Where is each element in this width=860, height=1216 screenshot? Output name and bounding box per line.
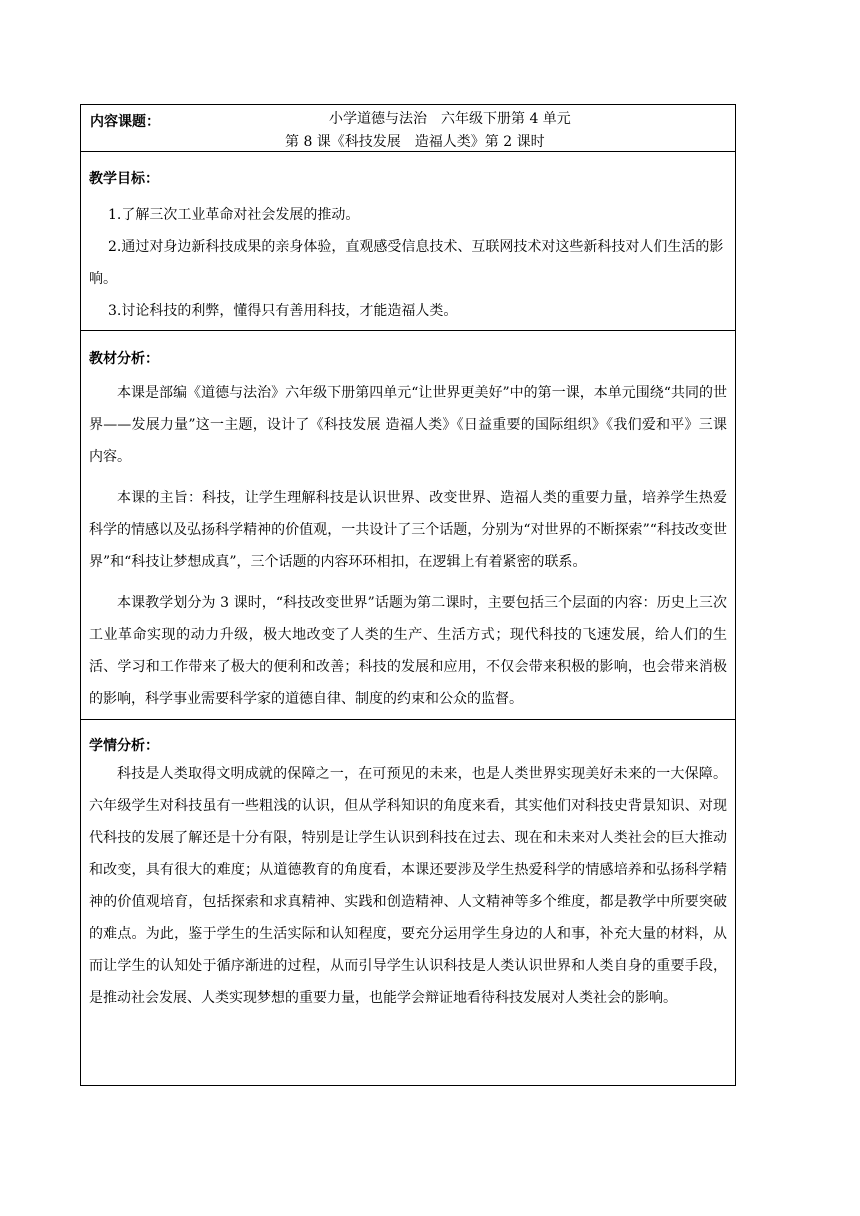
topic-subject-line: 小学道德与法治 六年级下册第 4 单元 (329, 111, 571, 127)
materials-section (81, 331, 735, 720)
goal-item: 2.通过对身边新科技成果的亲身体验，直观感受信息技术、互联网技术对这些新科技对人们生活的影响。 (89, 239, 724, 287)
goals-section (81, 152, 735, 331)
materials-paragraph: 本课教学划分为 3 课时，“科技改变世界”话题为第二课时，主要包括三个层面的内容：历史上三次工业革命实现的动力升级，极大地改变了人类的生产、生活方式；现代科技的飞速发展，给人们的生活、学习和工作带来了极大的便利和改善；科技的发展和应用，不仅会带来积极的影响，也会带来消极的影响，科学事业需要科学家的道德自律、制度的约束和公众的监督。 (89, 595, 727, 707)
topic-row (81, 105, 735, 152)
materials-paragraph: 本课的主旨：科技，让学生理解科技是认识世界、改变世界、造福人类的重要力量，培养学生热爱科学的情感以及弘扬科学精神的价值观，一共设计了三个话题，分别为“对世界的不断探索”“科技改变世界”和“科技让梦想成真”，三个话题的内容环环相扣，在逻辑上有着紧密的联系。 (89, 490, 727, 570)
materials-paragraph: 本课是部编《道德与法治》六年级下册第四单元“让世界更美好”中的第一课，本单元围绕“共同的世界——发展力量”这一主题，设计了《科技发展 造福人类》《日益重要的国际组织》《我们爱和平》三课内容。 (89, 385, 727, 465)
goal-item: 3.讨论科技的利弊，懂得只有善用科技，才能造福人类。 (108, 303, 458, 319)
topic-heading: 内容课题： (90, 114, 160, 130)
goals-heading: 教学目标： (89, 171, 159, 187)
lesson-plan-table (80, 104, 736, 1086)
topic-lesson-line: 第 8 课《科技发展 造福人类》第 2 课时 (285, 134, 545, 150)
students-paragraph: 科技是人类取得文明成就的保障之一，在可预见的未来，也是人类世界实现美好未来的一大保障。六年级学生对科技虽有一些粗浅的认识，但从学科知识的角度来看，其实他们对科技史背景知识、对现代科技的发展了解还是十分有限，特别是让学生认识到科技在过去、现在和未来对人类社会的巨大推动和改变，具有很大的难度；从道德教育的角度看，本课还要涉及学生热爱科学的情感培养和弘扬科学精神的价值观培育，包括探索和求真精神、实践和创造精神、人文精神等多个维度，都是教学中所要突破的难点。为此，鉴于学生的生活实际和认知程度，要充分运用学生身边的人和事，补充大量的材料，从而让学生的认知处于循序渐进的过程，从而引导学生认识科技是人类认识世界和人类自身的重要手段，是推动社会发展、人类实现梦想的重要力量，也能学会辩证地看待科技发展对人类社会的影响。 (89, 766, 727, 1006)
students-heading: 学情分析： (89, 738, 159, 754)
students-section (81, 720, 735, 1085)
materials-heading: 教材分析： (89, 351, 159, 367)
goal-item: 1.了解三次工业革命对社会发展的推动。 (108, 207, 360, 223)
